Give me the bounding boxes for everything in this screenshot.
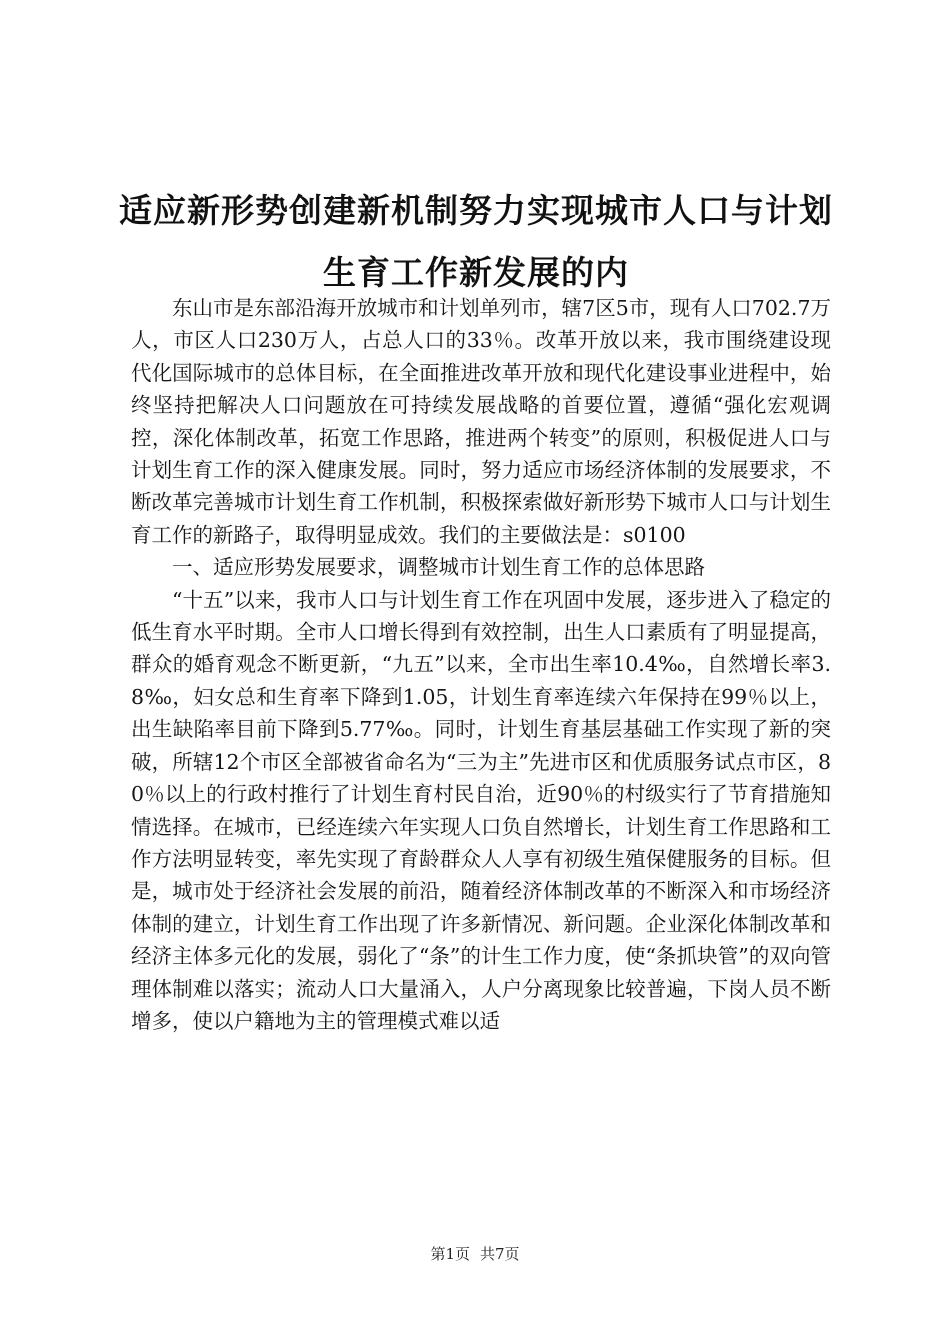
section-heading-1: 一、适应形势发展要求，调整城市计划生育工作的总体思路 bbox=[172, 555, 705, 580]
page-footer bbox=[0, 1244, 950, 1264]
document-body bbox=[131, 292, 831, 1037]
paragraph-intro: 东山市是东部沿海开放城市和计划单列市，辖7区5市，现有人口702.7万人，市区人口230万人，占总人口的33％。改革开放以来，我市围绕建设现代化国际城市的总体目标，在全面推进改革开放和现代化建设事业进程中，始终坚持把解决人口问题放在可持续发展战略的首要位置，遵循“强化宏观调控，深化体制改革，拓宽工作思路，推进两个转变”的原则，积极促进人口与计划生育工作的深入健康发展。同时，努力适应市场经济体制的发展要求，不断改革完善城市计划生育工作机制，积极探索做好新形势下城市人口与计划生育工作的新路子，取得明显成效。我们的主要做法是：s0100 bbox=[131, 296, 831, 547]
paragraph-section-1: “十五”以来，我市人口与计划生育工作在巩固中发展，逐步进入了稳定的低生育水平时期。全市人口增长得到有效控制，出生人口素质有了明显提高，群众的婚育观念不断更新，“九五”以来，全市出生率10.4‰，自然增长率3.8‰，妇女总和生育率下降到1.05，计划生育率连续六年保持在99％以上，出生缺陷率目前下降到5.77‰。同时，计划生育基层基础工作实现了新的突破，所辖12个市区全部被省命名为“三为主”先进市区和优质服务试点市区，80％以上的行政村推行了计划生育村民自治，近90％的村级实行了节育措施知情选择。在城市，已经连续六年实现人口负自然增长，计划生育工作思路和工作方法明显转变，率先实现了育龄群众人人享有初级生殖保健服务的目标。但是，城市处于经济社会发展的前沿，随着经济体制改革的不断深入和市场经济体制的建立，计划生育工作出现了许多新情况、新问题。企业深化体制改革和经济主体多元化的发展，弱化了“条”的计生工作力度，使“条抓块管”的双向管理体制难以落实；流动人口大量涌入，人户分离现象比较普遍，下岗人员不断增多，使以户籍地为主的管理模式难以适 bbox=[131, 587, 831, 1033]
document-title: 适应新形势创建新机制努力实现城市人口与计划生育工作新发展的内 bbox=[119, 191, 833, 292]
page-total: 共7页 bbox=[480, 1245, 520, 1263]
page-number: 第1页 bbox=[430, 1245, 470, 1263]
